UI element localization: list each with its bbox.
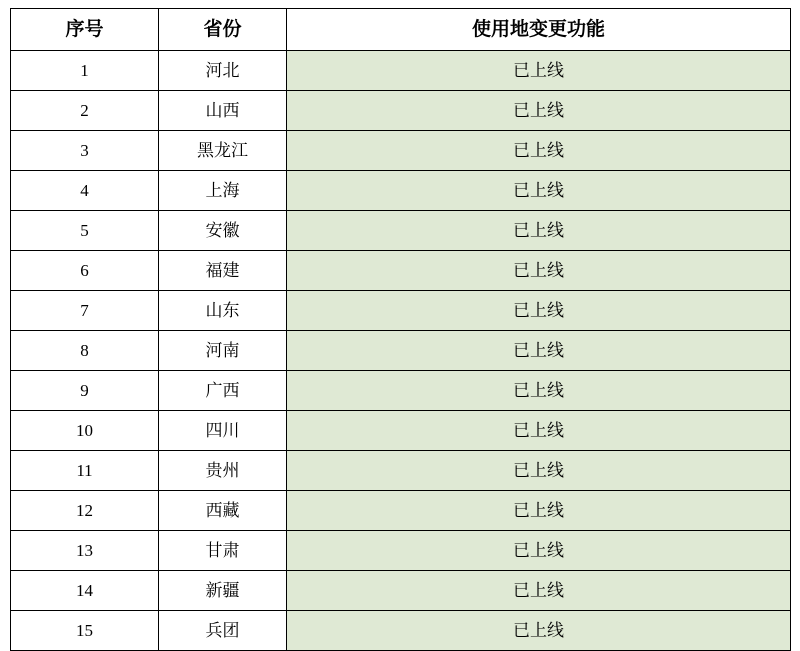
table-header	[11, 9, 791, 51]
cell-province: 兵团	[159, 611, 287, 651]
cell-province: 四川	[159, 411, 287, 451]
table-row	[11, 331, 791, 371]
cell-province: 黑龙江	[159, 131, 287, 171]
cell-province: 安徽	[159, 211, 287, 251]
cell-status: 已上线	[287, 171, 791, 211]
cell-index: 10	[11, 411, 159, 451]
cell-province: 西藏	[159, 491, 287, 531]
table-row	[11, 371, 791, 411]
cell-index: 11	[11, 451, 159, 491]
cell-status: 已上线	[287, 51, 791, 91]
cell-index: 9	[11, 371, 159, 411]
cell-index: 1	[11, 51, 159, 91]
table-body	[11, 51, 791, 651]
cell-province: 河北	[159, 51, 287, 91]
cell-index: 6	[11, 251, 159, 291]
cell-status: 已上线	[287, 611, 791, 651]
column-header-status: 使用地变更功能	[287, 9, 791, 51]
cell-index: 7	[11, 291, 159, 331]
table-row	[11, 491, 791, 531]
cell-province: 山东	[159, 291, 287, 331]
cell-province: 上海	[159, 171, 287, 211]
cell-index: 15	[11, 611, 159, 651]
cell-status: 已上线	[287, 491, 791, 531]
table-row	[11, 571, 791, 611]
cell-index: 4	[11, 171, 159, 211]
table-row	[11, 411, 791, 451]
cell-province: 广西	[159, 371, 287, 411]
table-row	[11, 51, 791, 91]
cell-status: 已上线	[287, 131, 791, 171]
cell-province: 福建	[159, 251, 287, 291]
table-row	[11, 291, 791, 331]
province-status-table	[10, 8, 791, 651]
table-row	[11, 611, 791, 651]
column-header-index: 序号	[11, 9, 159, 51]
cell-status: 已上线	[287, 251, 791, 291]
cell-status: 已上线	[287, 451, 791, 491]
cell-province: 贵州	[159, 451, 287, 491]
cell-index: 13	[11, 531, 159, 571]
cell-index: 8	[11, 331, 159, 371]
cell-index: 3	[11, 131, 159, 171]
cell-status: 已上线	[287, 331, 791, 371]
table-row	[11, 451, 791, 491]
cell-province: 山西	[159, 91, 287, 131]
cell-status: 已上线	[287, 411, 791, 451]
cell-status: 已上线	[287, 91, 791, 131]
cell-status: 已上线	[287, 291, 791, 331]
cell-status: 已上线	[287, 531, 791, 571]
cell-status: 已上线	[287, 211, 791, 251]
cell-index: 14	[11, 571, 159, 611]
cell-index: 5	[11, 211, 159, 251]
table-row	[11, 531, 791, 571]
cell-province: 河南	[159, 331, 287, 371]
table-row	[11, 171, 791, 211]
table-row	[11, 211, 791, 251]
cell-province: 新疆	[159, 571, 287, 611]
column-header-province: 省份	[159, 9, 287, 51]
cell-status: 已上线	[287, 371, 791, 411]
cell-index: 12	[11, 491, 159, 531]
cell-province: 甘肃	[159, 531, 287, 571]
table-row	[11, 131, 791, 171]
cell-status: 已上线	[287, 571, 791, 611]
table-row	[11, 91, 791, 131]
table-row	[11, 251, 791, 291]
table-header-row	[11, 9, 791, 51]
cell-index: 2	[11, 91, 159, 131]
